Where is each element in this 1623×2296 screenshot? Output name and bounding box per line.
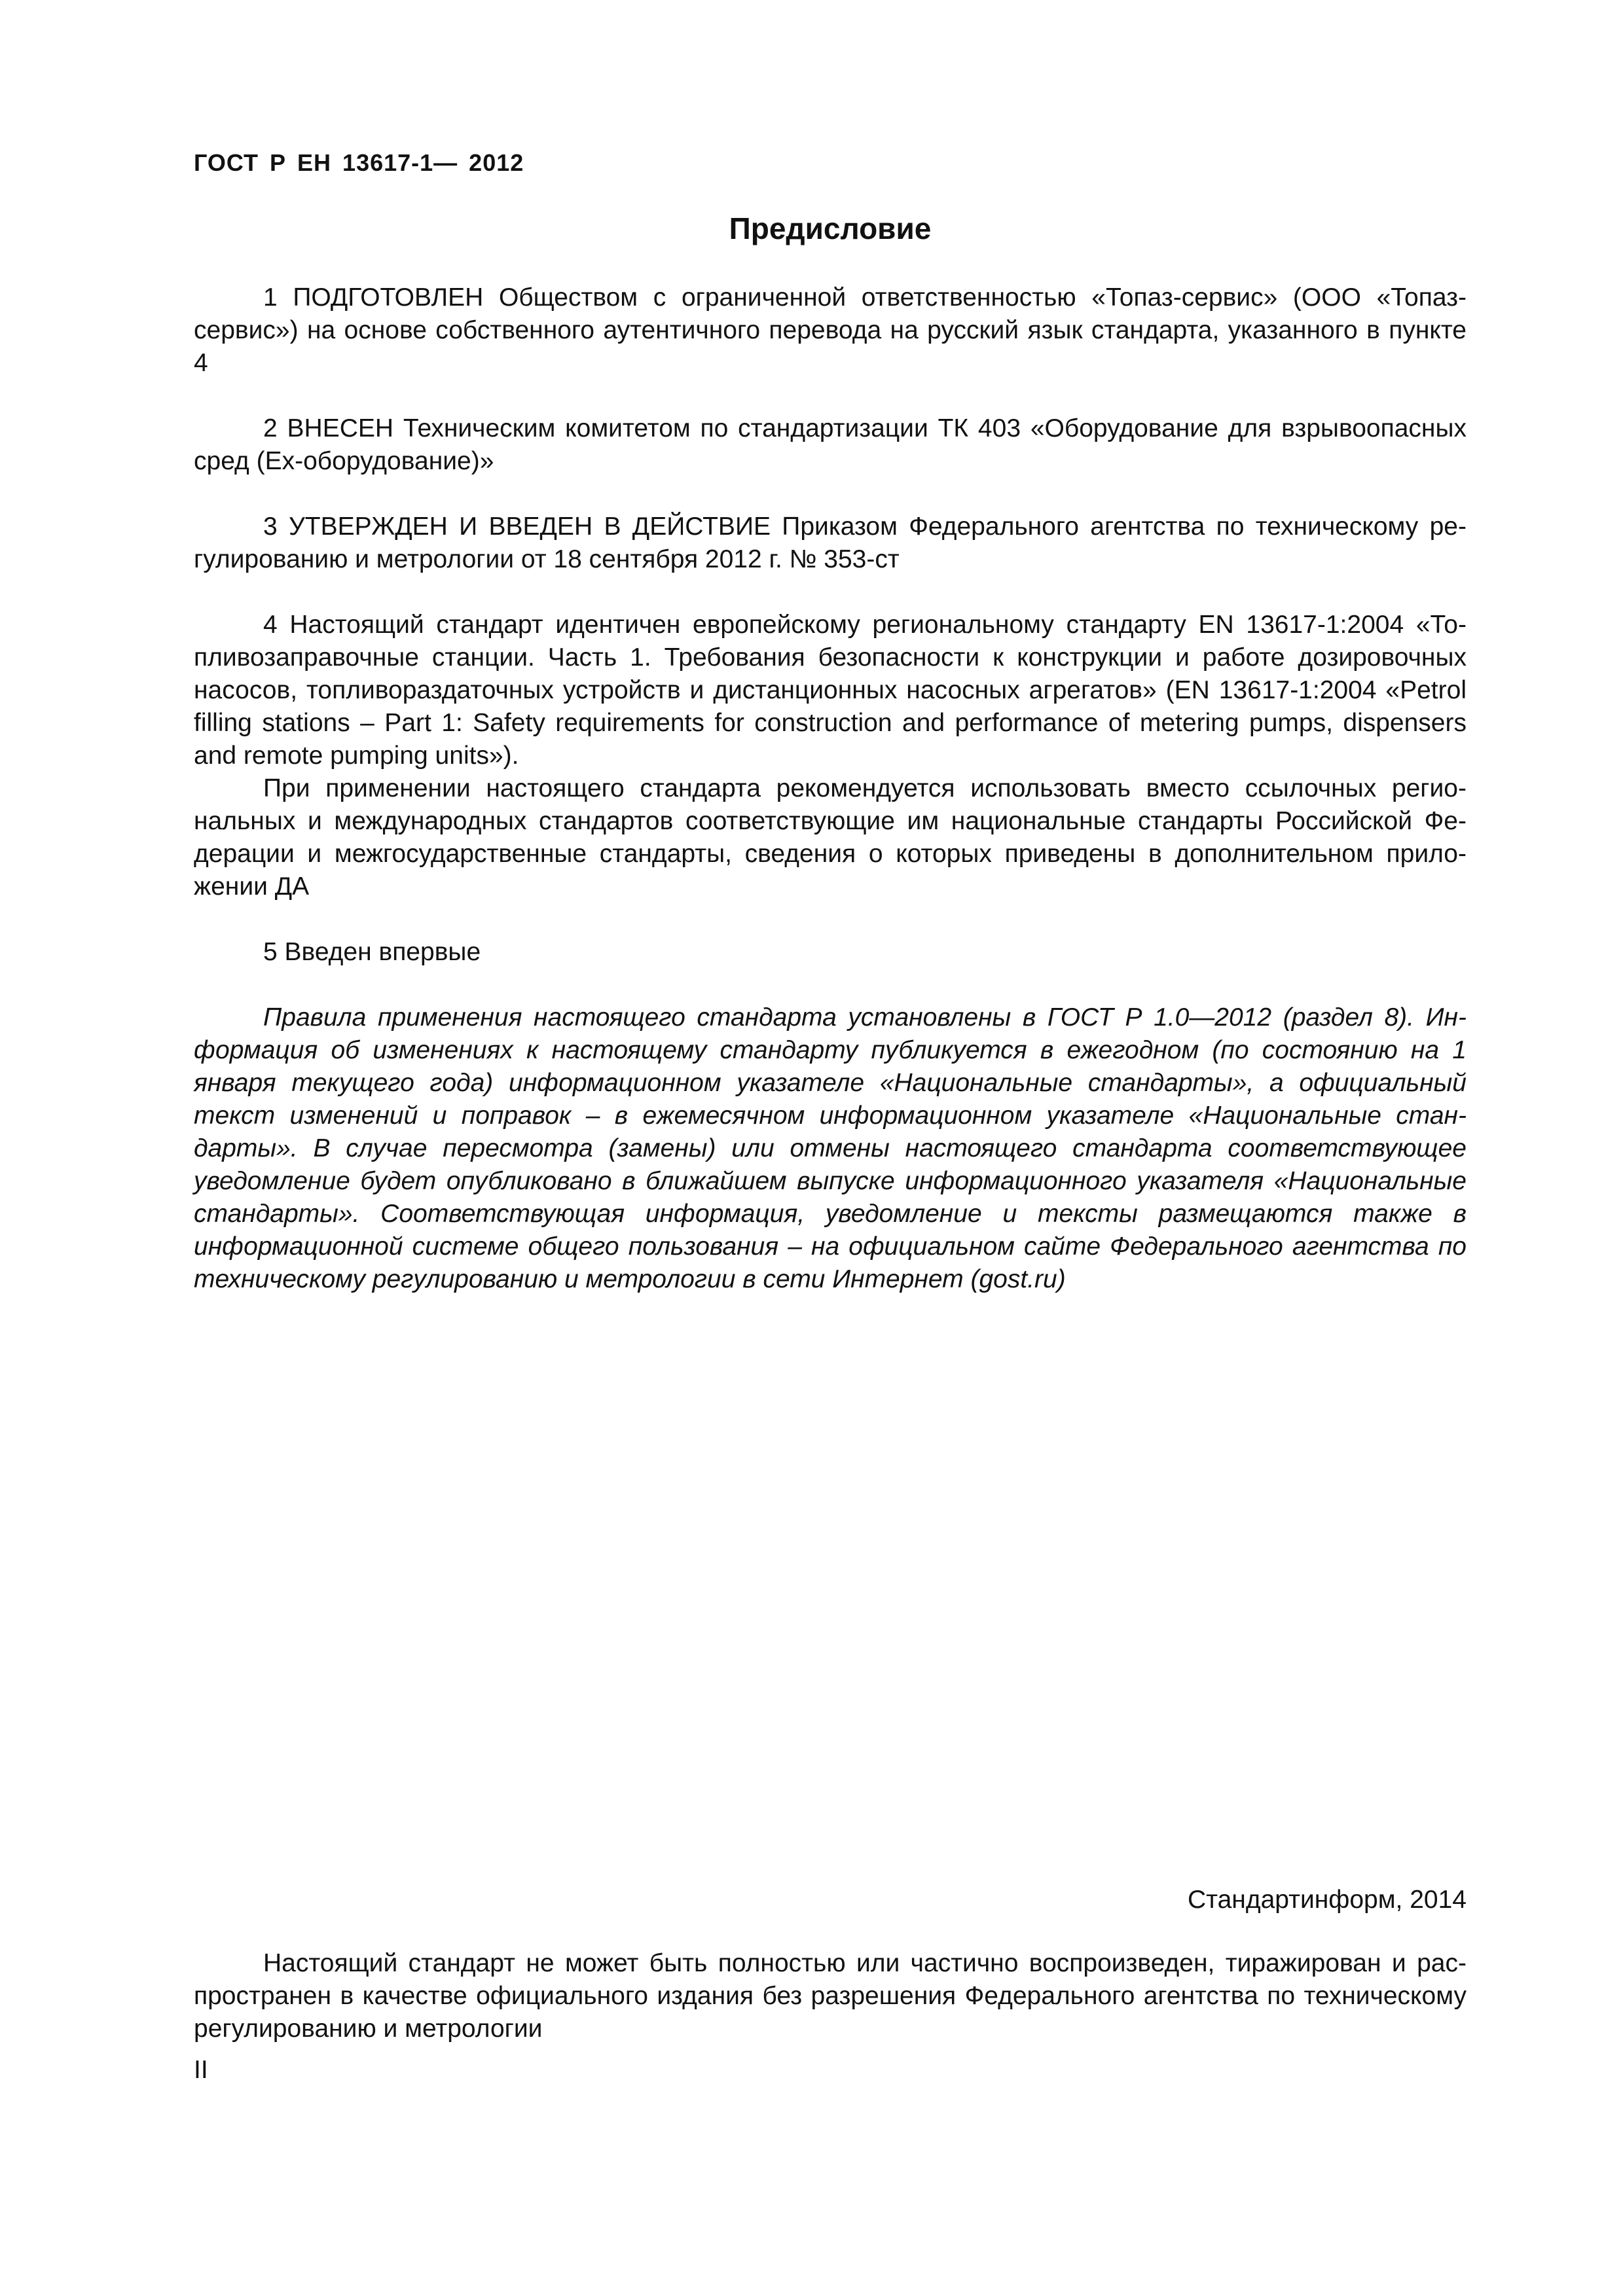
page-number: II: [194, 2056, 208, 2084]
document-code-header: ГОСТ Р ЕН 13617-1— 2012: [194, 149, 524, 176]
publisher-line: Стандартинформ, 2014: [1188, 1886, 1467, 1914]
paragraph-introduced: 2 ВНЕСЕН Техническим комитетом по стандартизации ТК 403 «Оборудование для взрывоопасных сред (Ех-оборудование)»: [194, 414, 1467, 475]
paragraph-approved: 3 УТВЕРЖДЕН И ВВЕДЕН В ДЕЙСТВИЕ Приказом Федерального агентства по техническому регулированию и метрологии от 18 сентября 2012 г. № 353-ст: [194, 512, 1467, 573]
paragraph-references: При применении настоящего стандарта рекомендуется использовать вместо ссылочных региональных и международных стандартов соответствующие им национальные стандарты Российской Федерации и межгосударственные стандарты, сведения о которых приведены в дополнительном приложении ДА: [194, 774, 1467, 901]
copyright-notice: Настоящий стандарт не может быть полностью или частично воспроизведен, тиражирован и распространен в качестве официального издания без разрешения Федерального агентства по техническому регулированию и метрологии: [194, 1949, 1467, 2043]
paragraph-first-introduced: 5 Введен впервые: [263, 938, 481, 966]
section-title: Предисловие: [729, 211, 932, 245]
paragraph-identical: 4 Настоящий стандарт идентичен европейскому региональному стандарту EN 13617-1:2004 «Топливозаправочные станции. Часть 1. Требования безопасности к конструкции и работе дозировочных насосов, топливораздаточных устройств и дистанционных насосных агрегатов» (EN 13617-1:2004 «Petrol filling stations – Part 1: Safety requirements for construction and performance of metering pumps, dispensers and remote pumping units»).: [194, 611, 1467, 770]
preface-body: [194, 281, 1467, 1296]
paragraph-prepared: 1 ПОДГОТОВЛЕН Обществом с ограниченной ответственностью «Топаз-сервис» (ООО «Топаз-сервис») на основе собственного аутентичного перевода на русский язык стандарта, указанного в пункте 4: [194, 283, 1467, 377]
paragraph-rules: Правила применения настоящего стандарта установлены в ГОСТ Р 1.0—2012 (раздел 8). Информация об изменениях к настоящему стандарту публикуется в ежегодном (по состоянию на 1 января текущего года) информационном указателе «Национальные стандарты», а официальный текст изменений и поправок – в ежемесячном информационном указателе «Национальные стандарты». В случае пересмотра (замены) или отмены настоящего стандарта соответствующее уведомление будет опубликовано в ближайшем выпуске информационного указателя «Национальные стандарты». Соответствующая информация, уведомление и тексты размещаются также в информационной системе общего пользования – на официальном сайте Федерального агентства по техническому регулированию и метрологии в сети Интернет (gost.ru): [194, 1003, 1467, 1293]
